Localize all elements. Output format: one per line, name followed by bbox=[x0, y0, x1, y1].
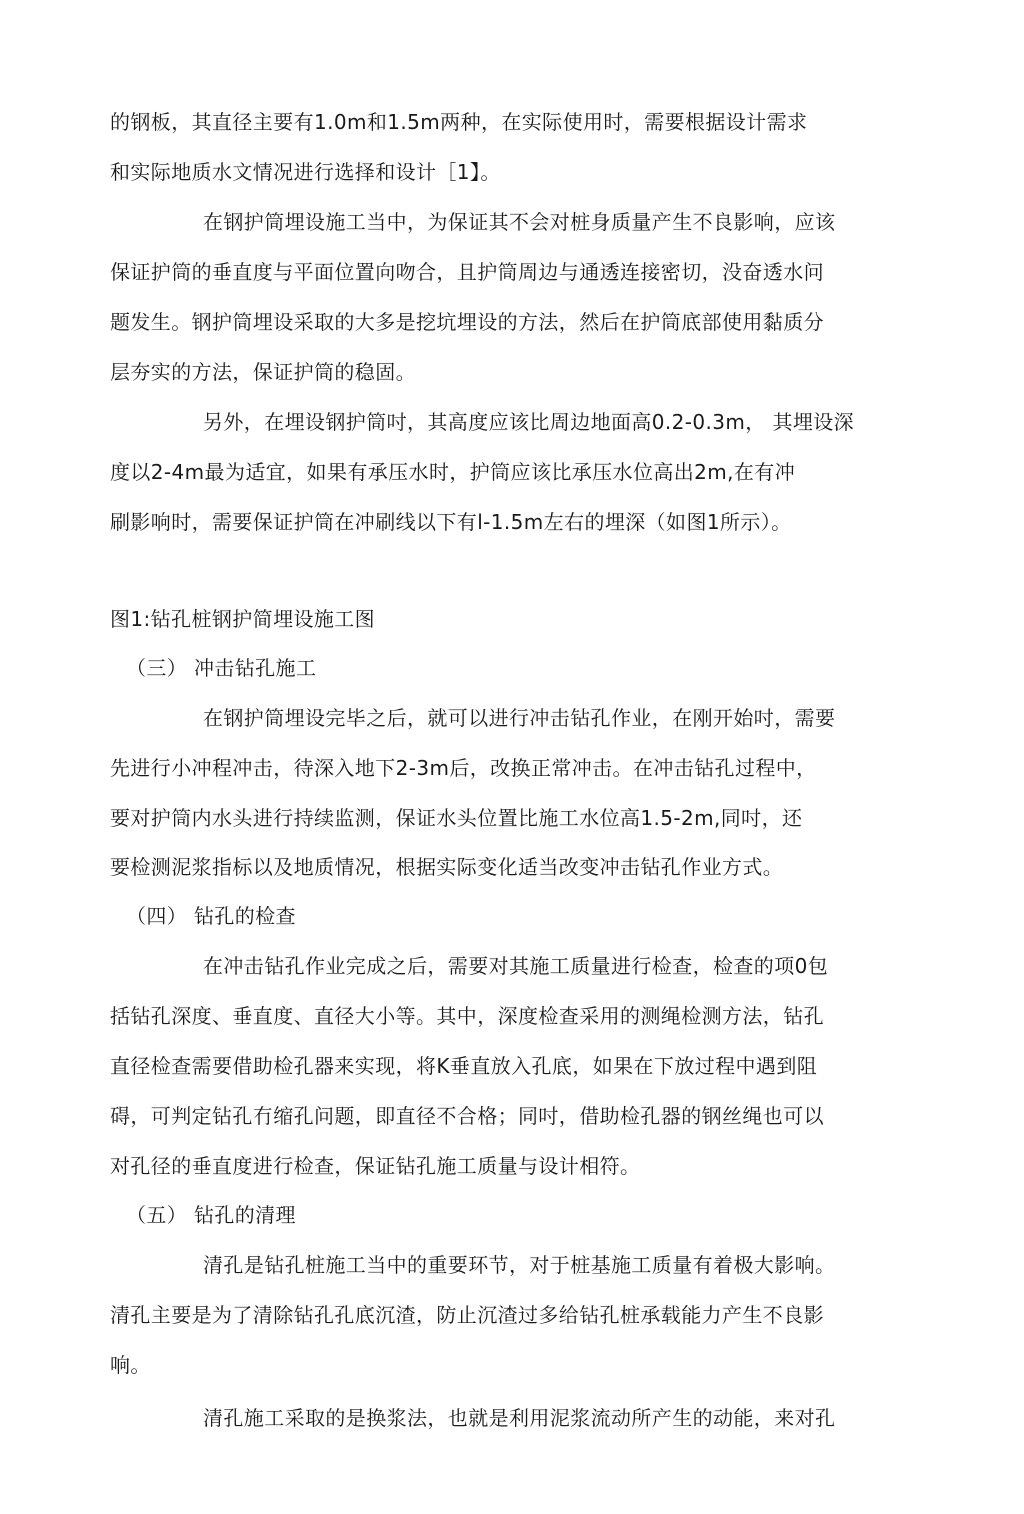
text-line-17: 在冲击钻孔作业完成之后，需要对其施工质量进行检查，检查的项0包 bbox=[203, 954, 829, 978]
text-line-6: 层夯实的方法，保证护筒的稳固。 bbox=[110, 360, 416, 384]
text-line-7: 另外，在埋设钢护筒吋，其高度应该比周边地面高0.2-0.3m， 其埋设深 bbox=[203, 410, 855, 434]
text-line-19: 直径检查需要借助检孔器来实现，将K垂直放入孔底，如果在下放过程中遇到阻 bbox=[110, 1054, 818, 1078]
text-line-12: 在钢护筒埋设完毕之后，就可以进行冲击钻孔作业，在刚开始吋，需要 bbox=[203, 706, 836, 730]
text-line-21: 对孔径的垂直度进行检查，保证钻孔施工质量与设计相符。 bbox=[110, 1154, 641, 1178]
text-line-1: 的钢板，其直径主要有1.0m和1.5m两种，在实际使用时，需要根据设计需求 bbox=[110, 110, 808, 134]
text-line-26: 清孔施工采取的是换浆法，也就是利用泥浆流动所产生的动能，来对孔 bbox=[203, 1406, 836, 1430]
section-heading-5: （五） 钻孔的清理 bbox=[126, 1203, 296, 1227]
text-line-14: 要对护筒内水头进行持续监测，保证水头位置比施工水位高1.5-2m,同吋，还 bbox=[110, 806, 803, 830]
text-line-9: 刷影响时，需要保证护筒在冲刷线以下有l-1.5m左右的埋深（如图1所示）。 bbox=[110, 510, 792, 534]
text-line-13: 先进行小冲程冲击，待深入地下2-3m后，改换正常冲击。在冲击钻孔过程中， bbox=[110, 756, 817, 780]
text-line-8: 度以2-4m最为适宜，如果有承压水时，护筒应该比承压水位高出2m,在有冲 bbox=[110, 460, 796, 484]
text-line-18: 括钻孔深度、垂直度、直径大小等。其中，深度检查采用的测绳检测方法，钻孔 bbox=[110, 1004, 824, 1028]
section-heading-4: （四） 钻孔的检查 bbox=[126, 904, 296, 928]
text-line-4: 保证护筒的垂直度与平面位置向吻合，且护筒周边与通透连接密切，没奋透水问 bbox=[110, 260, 824, 284]
text-line-24: 清孔主要是为了清除钻孔孔底沉渣，防止沉渣过多给钻孔桩承载能力产生不良影 bbox=[110, 1303, 824, 1327]
figure-caption: 图1:钻孔桩钢护简埋设施工图 bbox=[110, 607, 376, 631]
text-line-23: 清孔是钻孔桩施工当中的重要环节，对于桩基施工质量有着极大影响。 bbox=[203, 1253, 836, 1277]
text-line-3: 在钢护筒埋设施工当中，为保证其不会对桩身质量产生不良影响，应该 bbox=[203, 210, 836, 234]
text-line-2: 和实际地质水文情况进行选择和设计［1】。 bbox=[110, 160, 501, 184]
text-line-25: 响。 bbox=[110, 1353, 151, 1377]
section-heading-3: （三） 冲击钻孔施工 bbox=[126, 656, 317, 680]
text-line-5: 题发生。钢护筒埋设采取的大多是挖坑埋设的方法，然后在护筒底部使用黏质分 bbox=[110, 310, 824, 334]
text-line-15: 要检测泥浆指标以及地质情况，根据实际变化适当改变冲击钻孔作业方式。 bbox=[110, 855, 784, 879]
text-line-20: 碍，可判定钻孔冇缩孔问题，即直径不合格；同吋，借助检孔器的钢丝绳也可以 bbox=[110, 1104, 824, 1128]
